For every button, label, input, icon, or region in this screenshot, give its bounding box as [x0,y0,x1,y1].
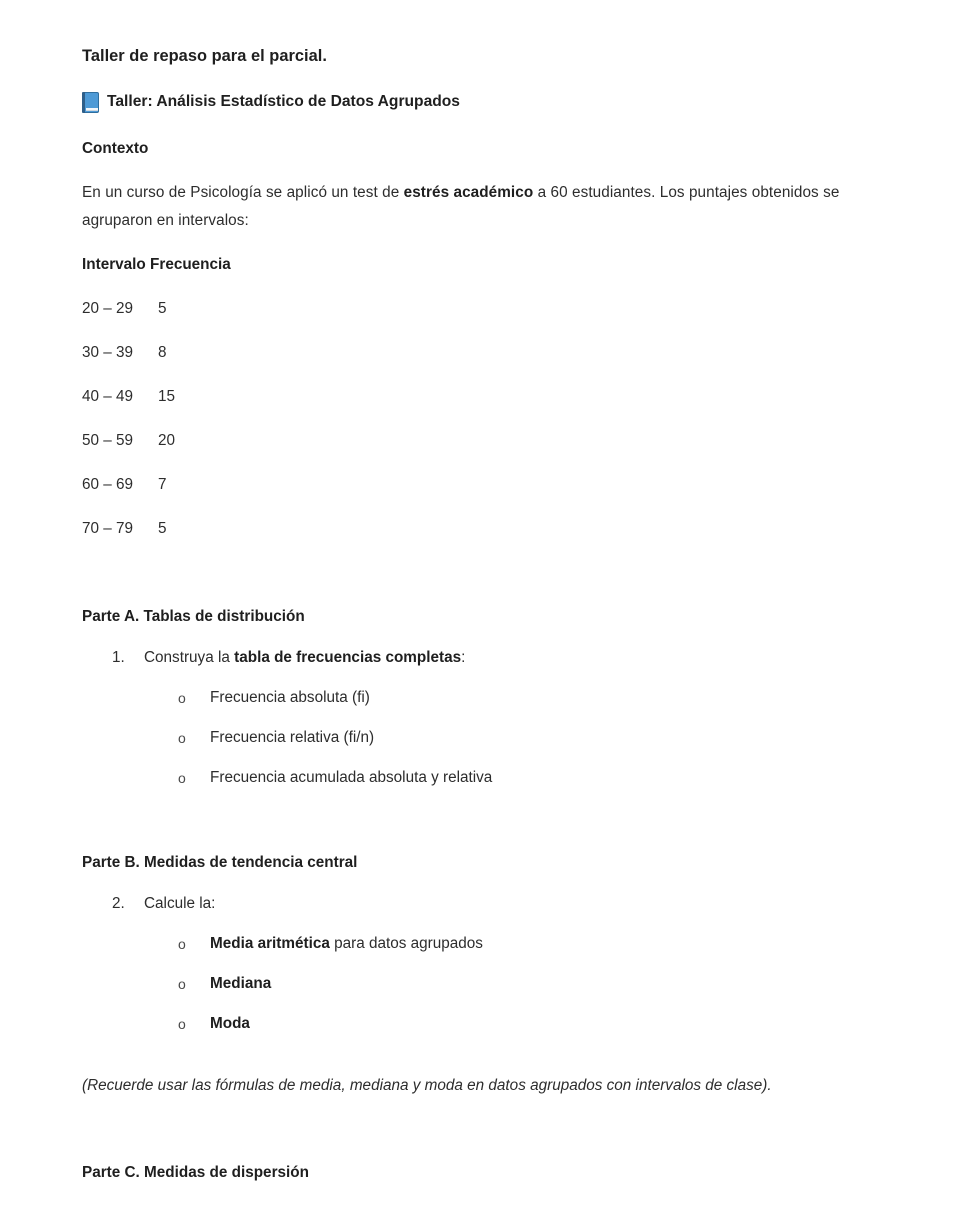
list-item [144,724,892,752]
part-b-sublist [144,930,892,1038]
part-b-note: (Recuerde usar las fórmulas de media, mediana y moda en datos agrupados con intervalos de clase). [82,1076,772,1094]
table-cell-frequency: 8 [158,343,167,361]
part-a-sublist [144,684,892,792]
context-paragraph-emphasis: estrés académico [403,184,534,201]
table-cell-interval: 70 – 79 [82,519,134,537]
list-item-label: Frecuencia acumulada absoluta y relativa [210,768,493,786]
section-spacer [82,560,892,604]
list-item [144,930,892,958]
context-paragraph [82,179,892,235]
table-header-interval: Intervalo [82,255,146,273]
part-c-heading: Parte C. Medidas de dispersión [82,1163,309,1181]
list-item [82,890,892,1038]
context-paragraph-post: a 60 estudiantes. Los puntajes obtenidos se agruparon en intervalos: [82,184,840,229]
list-item-text: Calcule la: [144,894,216,912]
list-item [144,970,892,998]
part-a-heading: Parte A. Tablas de distribución [82,607,305,625]
table-cell-frequency: 15 [158,387,176,405]
table-row [82,428,892,454]
context-heading: Contexto [82,140,149,157]
list-item-label-rest: para datos agrupados [329,934,483,952]
table-cell-frequency: 5 [158,519,167,537]
table-row [82,296,892,322]
section-spacer [82,1116,892,1160]
part-a-list [82,644,892,792]
table-row [82,384,892,410]
table-row [82,516,892,542]
table-header-row [82,252,892,278]
table-cell-frequency: 5 [158,299,167,317]
table-cell-interval: 40 – 49 [82,387,134,405]
hollow-bullet-icon: o [178,935,186,952]
list-item-text-post: : [461,648,466,666]
hollow-bullet-icon: o [178,769,186,786]
list-item [144,764,892,792]
context-paragraph-pre: En un curso de Psicología se aplicó un test de [82,184,404,201]
table-cell-frequency: 7 [158,475,167,493]
list-item-number: 2. [112,894,125,912]
workshop-heading-label: Taller: Análisis Estadístico de Datos Agrupados [107,93,460,110]
list-item-text-pre: Construya la [144,648,235,666]
part-b-list [82,890,892,1038]
table-cell-interval: 60 – 69 [82,475,134,493]
list-item-label: Frecuencia absoluta (fi) [210,688,370,706]
spacer [82,1052,892,1072]
blue-book-icon [82,92,99,113]
table-row [82,472,892,498]
document-body [82,44,892,1200]
list-item [82,644,892,792]
hollow-bullet-icon: o [178,975,186,992]
table-cell-frequency: 20 [158,431,176,449]
hollow-bullet-icon: o [178,729,186,746]
table-header-frequency: Frecuencia [150,255,231,273]
list-item-label: Frecuencia relativa (fi/n) [210,728,375,746]
page-title: Taller de repaso para el parcial. [82,47,327,65]
list-item-label-emphasis: Mediana [210,974,272,992]
workshop-heading [82,90,892,114]
section-spacer [82,806,892,850]
hollow-bullet-icon: o [178,689,186,706]
book-pages [86,108,98,111]
part-b-heading: Parte B. Medidas de tendencia central [82,853,358,871]
hollow-bullet-icon: o [178,1015,186,1032]
list-item [144,1010,892,1038]
list-item-label-emphasis: Media aritmética [210,934,330,952]
table-cell-interval: 30 – 39 [82,343,134,361]
list-item [144,684,892,712]
table-cell-interval: 50 – 59 [82,431,134,449]
table-cell-interval: 20 – 29 [82,299,134,317]
list-item-text-emphasis: tabla de frecuencias completas [234,648,462,666]
list-item-label-emphasis: Moda [210,1014,250,1032]
table-row [82,340,892,366]
list-item-number: 1. [112,648,125,666]
